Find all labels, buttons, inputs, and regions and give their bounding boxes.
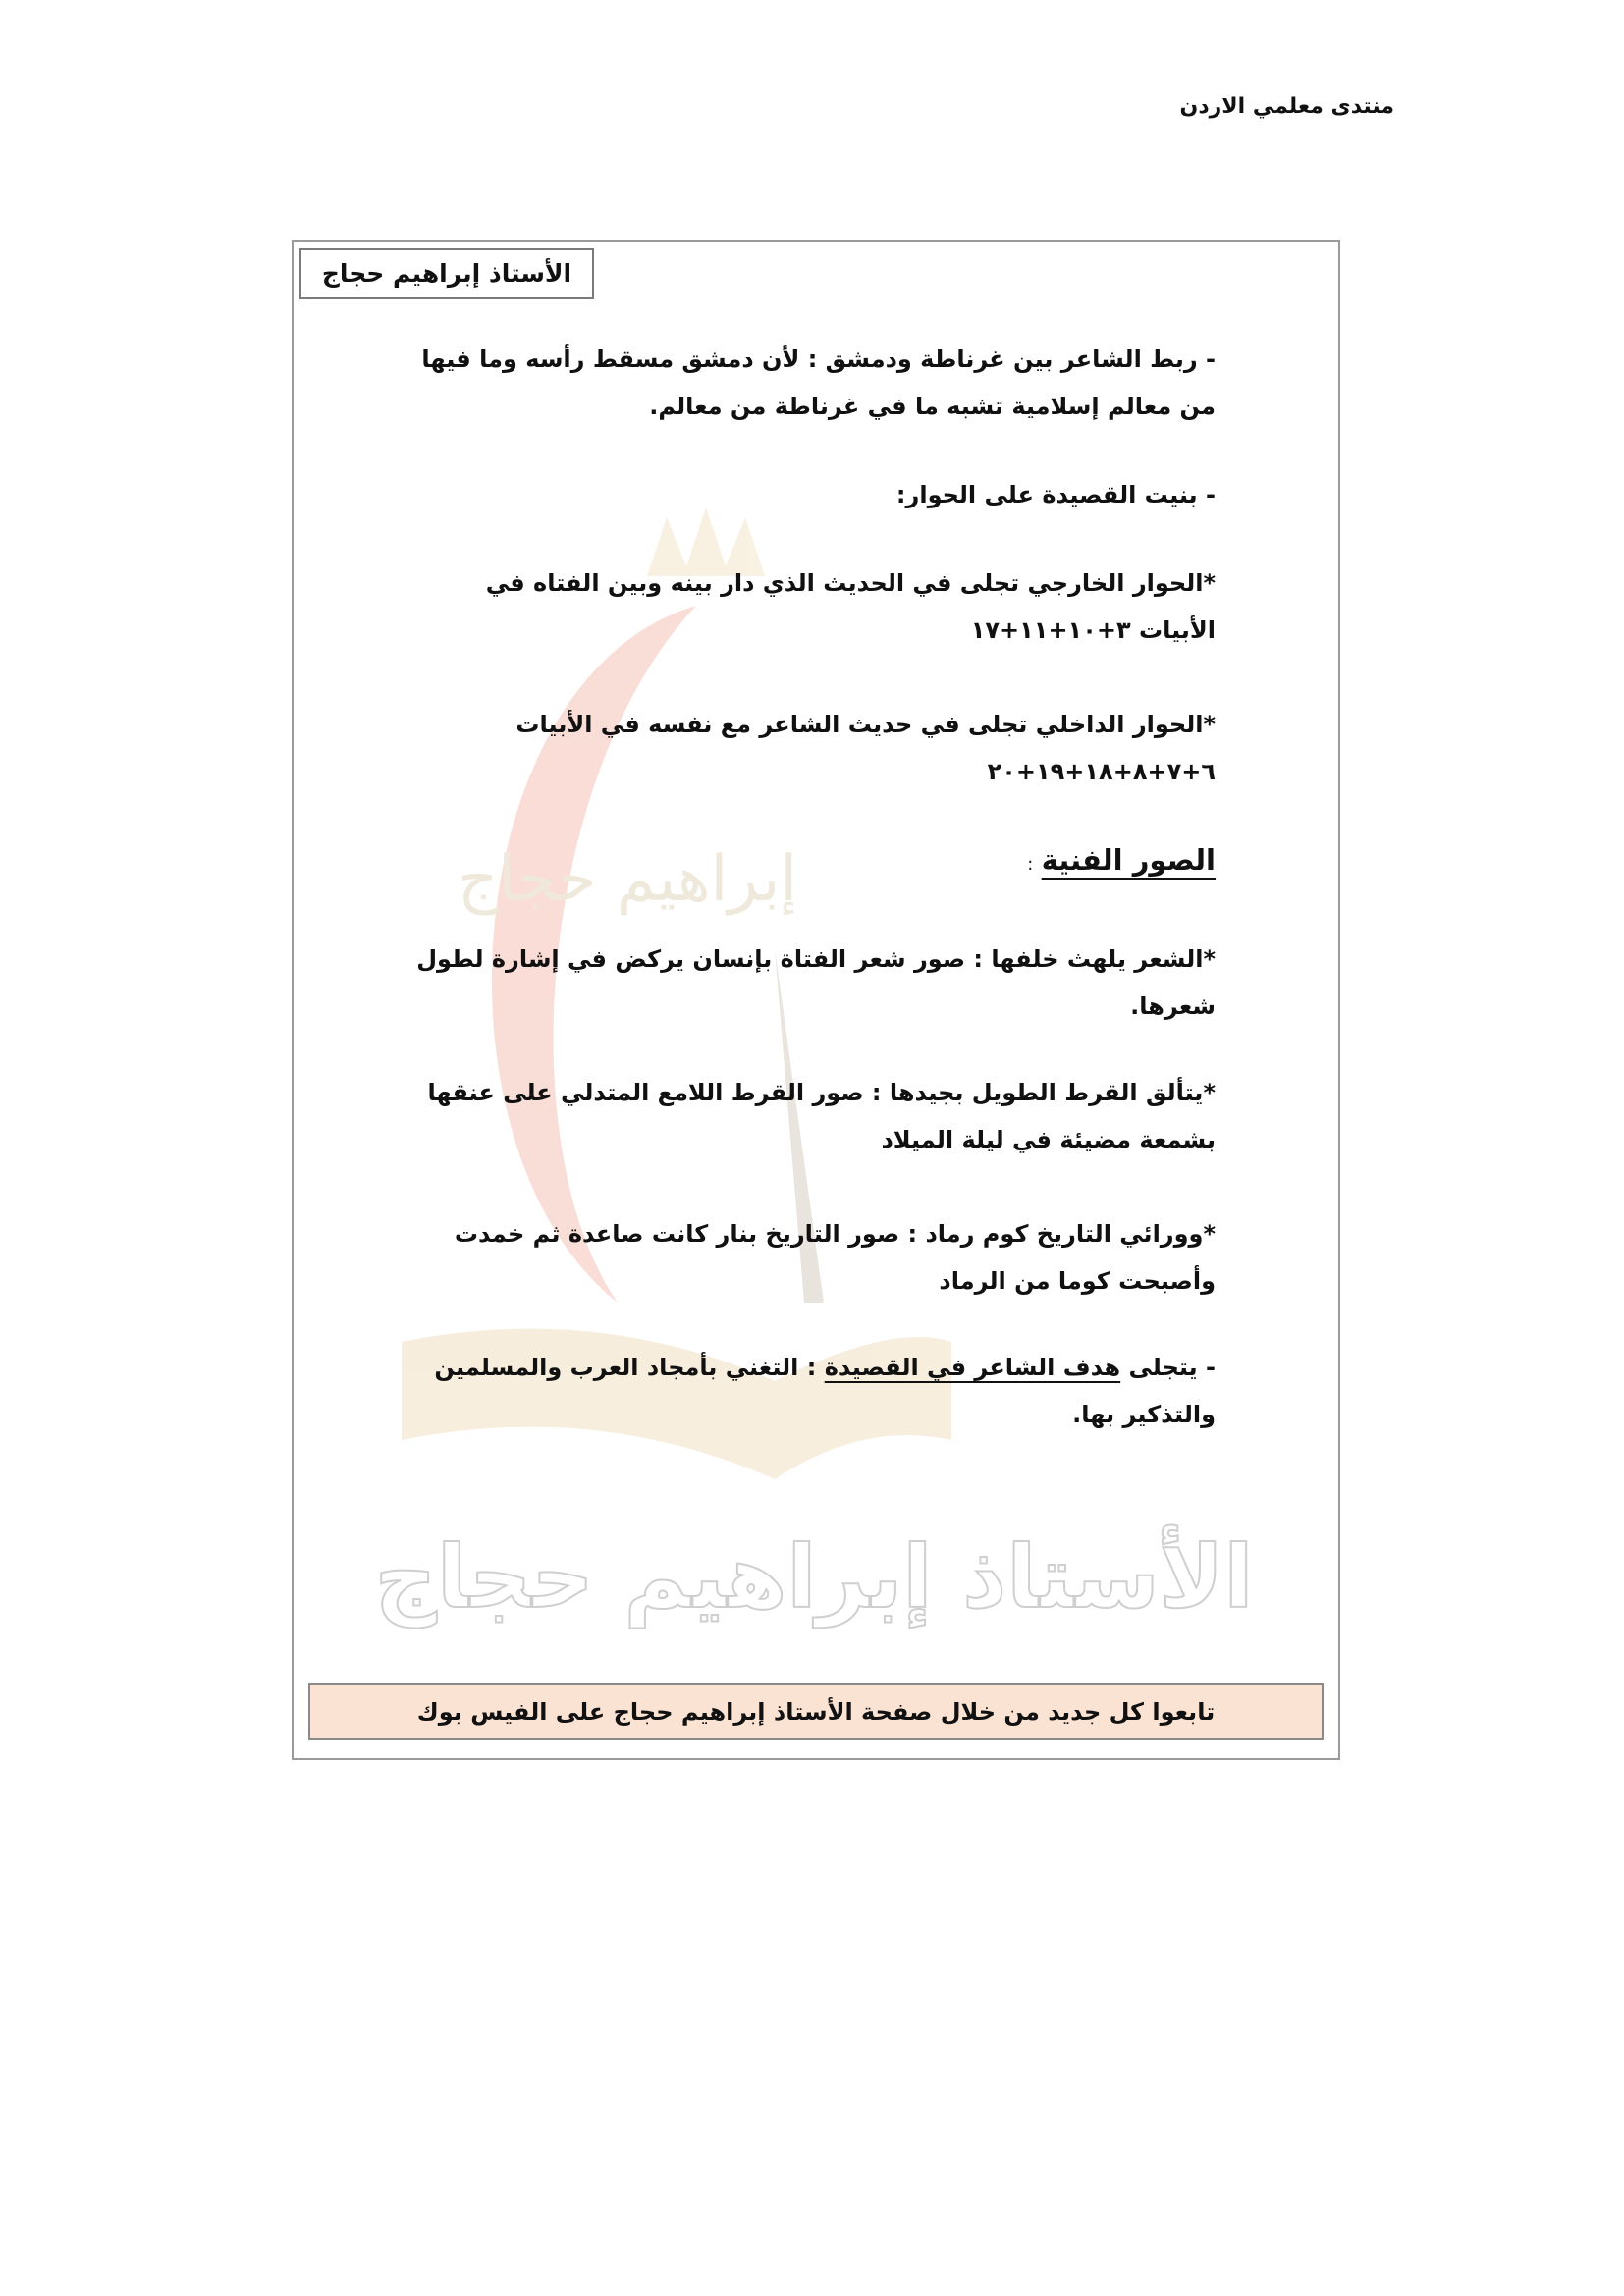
section-colon: :: [1027, 854, 1034, 875]
paragraph-line: - بنيت القصيدة على الحوار:: [895, 481, 1216, 508]
paragraph-suffix: : التغني بأمجاد العرب والمسلمين: [434, 1354, 825, 1381]
paragraph-line: شعرها.: [1130, 992, 1216, 1020]
paragraph-line: *الحوار الداخلي تجلى في حديث الشاعر مع نفسه في الأبيات: [515, 711, 1216, 738]
paragraph-line: والتذكير بها.: [1072, 1401, 1216, 1428]
footer-banner: تابعوا كل جديد من خلال صفحة الأستاذ إبراهيم حجاج على الفيس بوك: [308, 1683, 1324, 1740]
author-label: الأستاذ إبراهيم حجاج: [299, 248, 594, 299]
section-heading-line: [401, 836, 1216, 888]
section-heading: الصور الفنية: [1041, 843, 1216, 877]
document-body: [401, 336, 1216, 1438]
document-frame: [292, 240, 1340, 1760]
paragraph-line: - ربط الشاعر بين غرناطة ودمشق : لأن دمشق مسقط رأسه وما فيها: [421, 346, 1216, 373]
paragraph-line: *الشعر يلهث خلفها : صور شعر الفتاة بإنسان يركض في إشارة لطول: [416, 945, 1216, 973]
paragraph-line: بشمعة مضيئة في ليلة الميلاد: [881, 1126, 1216, 1153]
paragraph-prefix: - يتجلى: [1120, 1354, 1216, 1381]
paragraph-line: من معالم إسلامية تشبه ما في غرناطة من معالم.: [649, 393, 1216, 420]
watermark-banner-text: الأستاذ إبراهيم حجاج: [374, 1526, 1254, 1628]
paragraph-line: ٦+٧+٨+١٨+١٩+٢٠: [987, 758, 1216, 785]
paragraph-line: *يتألق القرط الطويل بجيدها : صور القرط اللامع المتدلي على عنقها: [427, 1079, 1216, 1106]
watermark-name-text: إبراهيم حجاج: [457, 843, 798, 916]
underlined-phrase: هدف الشاعر في القصيدة: [824, 1354, 1121, 1381]
paragraph-line: *وورائي التاريخ كوم رماد : صور التاريخ بنار كانت صاعدة ثم خمدت: [454, 1220, 1216, 1248]
paragraph-line: الأبيات ٣+١٠+١١+١٧: [970, 616, 1216, 644]
paragraph-line: وأصبحت كوما من الرماد: [939, 1267, 1216, 1295]
site-header: منتدى معلمي الاردن: [1179, 94, 1394, 119]
paragraph-line: *الحوار الخارجي تجلى في الحديث الذي دار بينه وبين الفتاه في: [485, 569, 1216, 597]
paragraph-line: [401, 1344, 1216, 1391]
